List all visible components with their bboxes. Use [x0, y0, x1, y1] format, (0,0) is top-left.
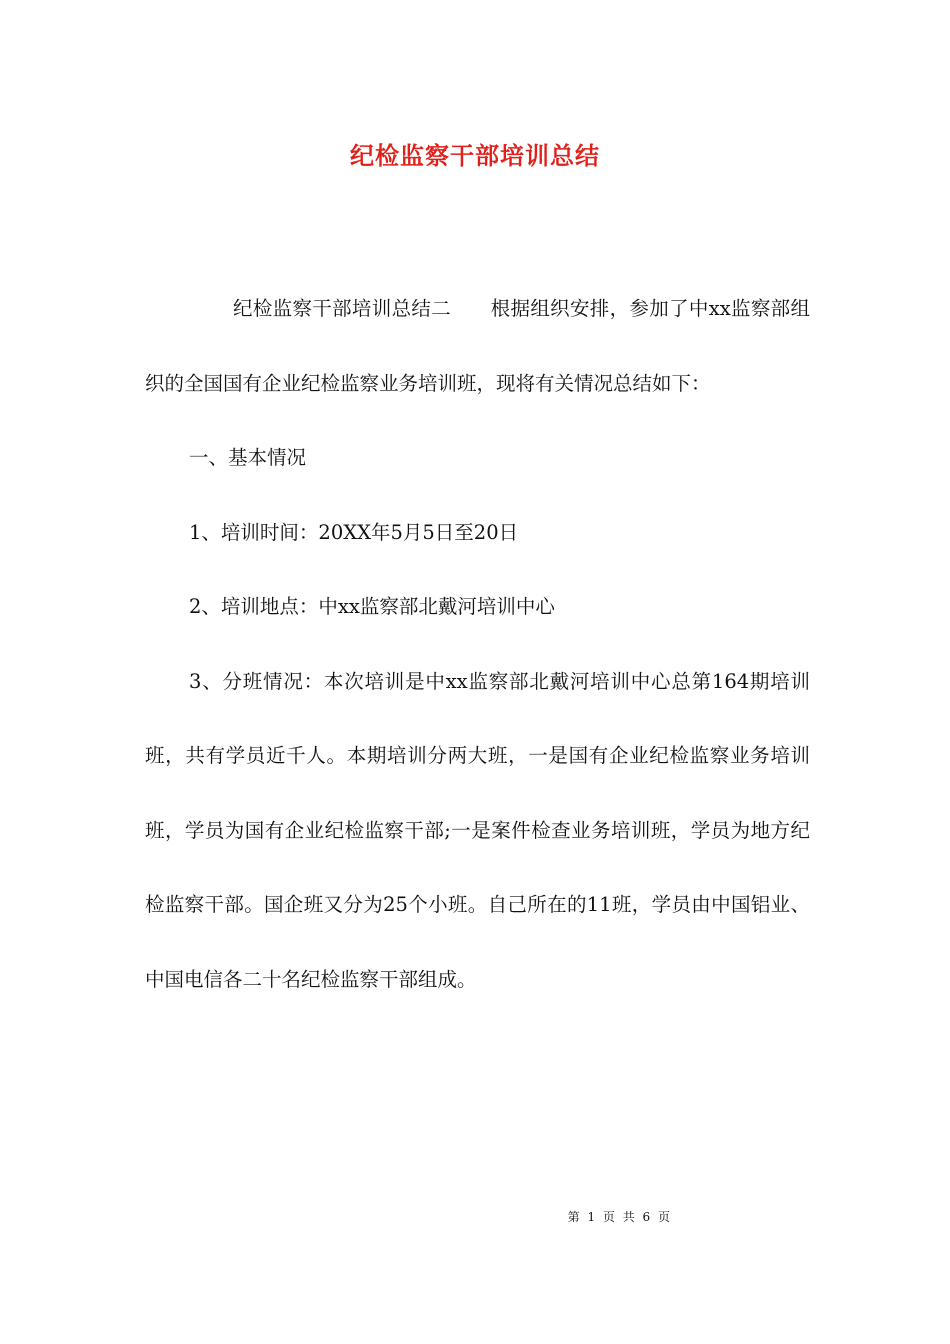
paragraph-training-time: 1、培训时间：20XX年5月5日至20日 — [189, 520, 519, 544]
document-title: 纪检监察干部培训总结 — [350, 141, 600, 170]
page-number: 第 1 页 共 6 页 — [567, 1210, 672, 1224]
page-footer — [0, 1208, 950, 1225]
paragraph-training-location: 2、培训地点：中xx监察部北戴河培训中心 — [189, 595, 555, 618]
paragraph-class-info: 3、分班情况：本次培训是中xx监察部北戴河培训中心总第164期培训班，共有学员近千人。本期培训分两大班，一是国有企业纪检监察业务培训班，学员为国有企业纪检监察干部;一是案件检查业务培训班，学员为地方纪检监察干部。国企班又分为25个小班。自己所在的11班，学员由中国铝业、中国电信各二十名纪检监察干部组成。 — [145, 669, 810, 991]
document-body — [145, 272, 810, 1017]
paragraph-intro: 纪检监察干部培训总结二 根据组织安排，参加了中xx监察部组织的全国国有企业纪检监察业务培训班，现将有关情况总结如下： — [145, 297, 810, 395]
paragraph-section-heading: 一、基本情况 — [189, 446, 307, 469]
